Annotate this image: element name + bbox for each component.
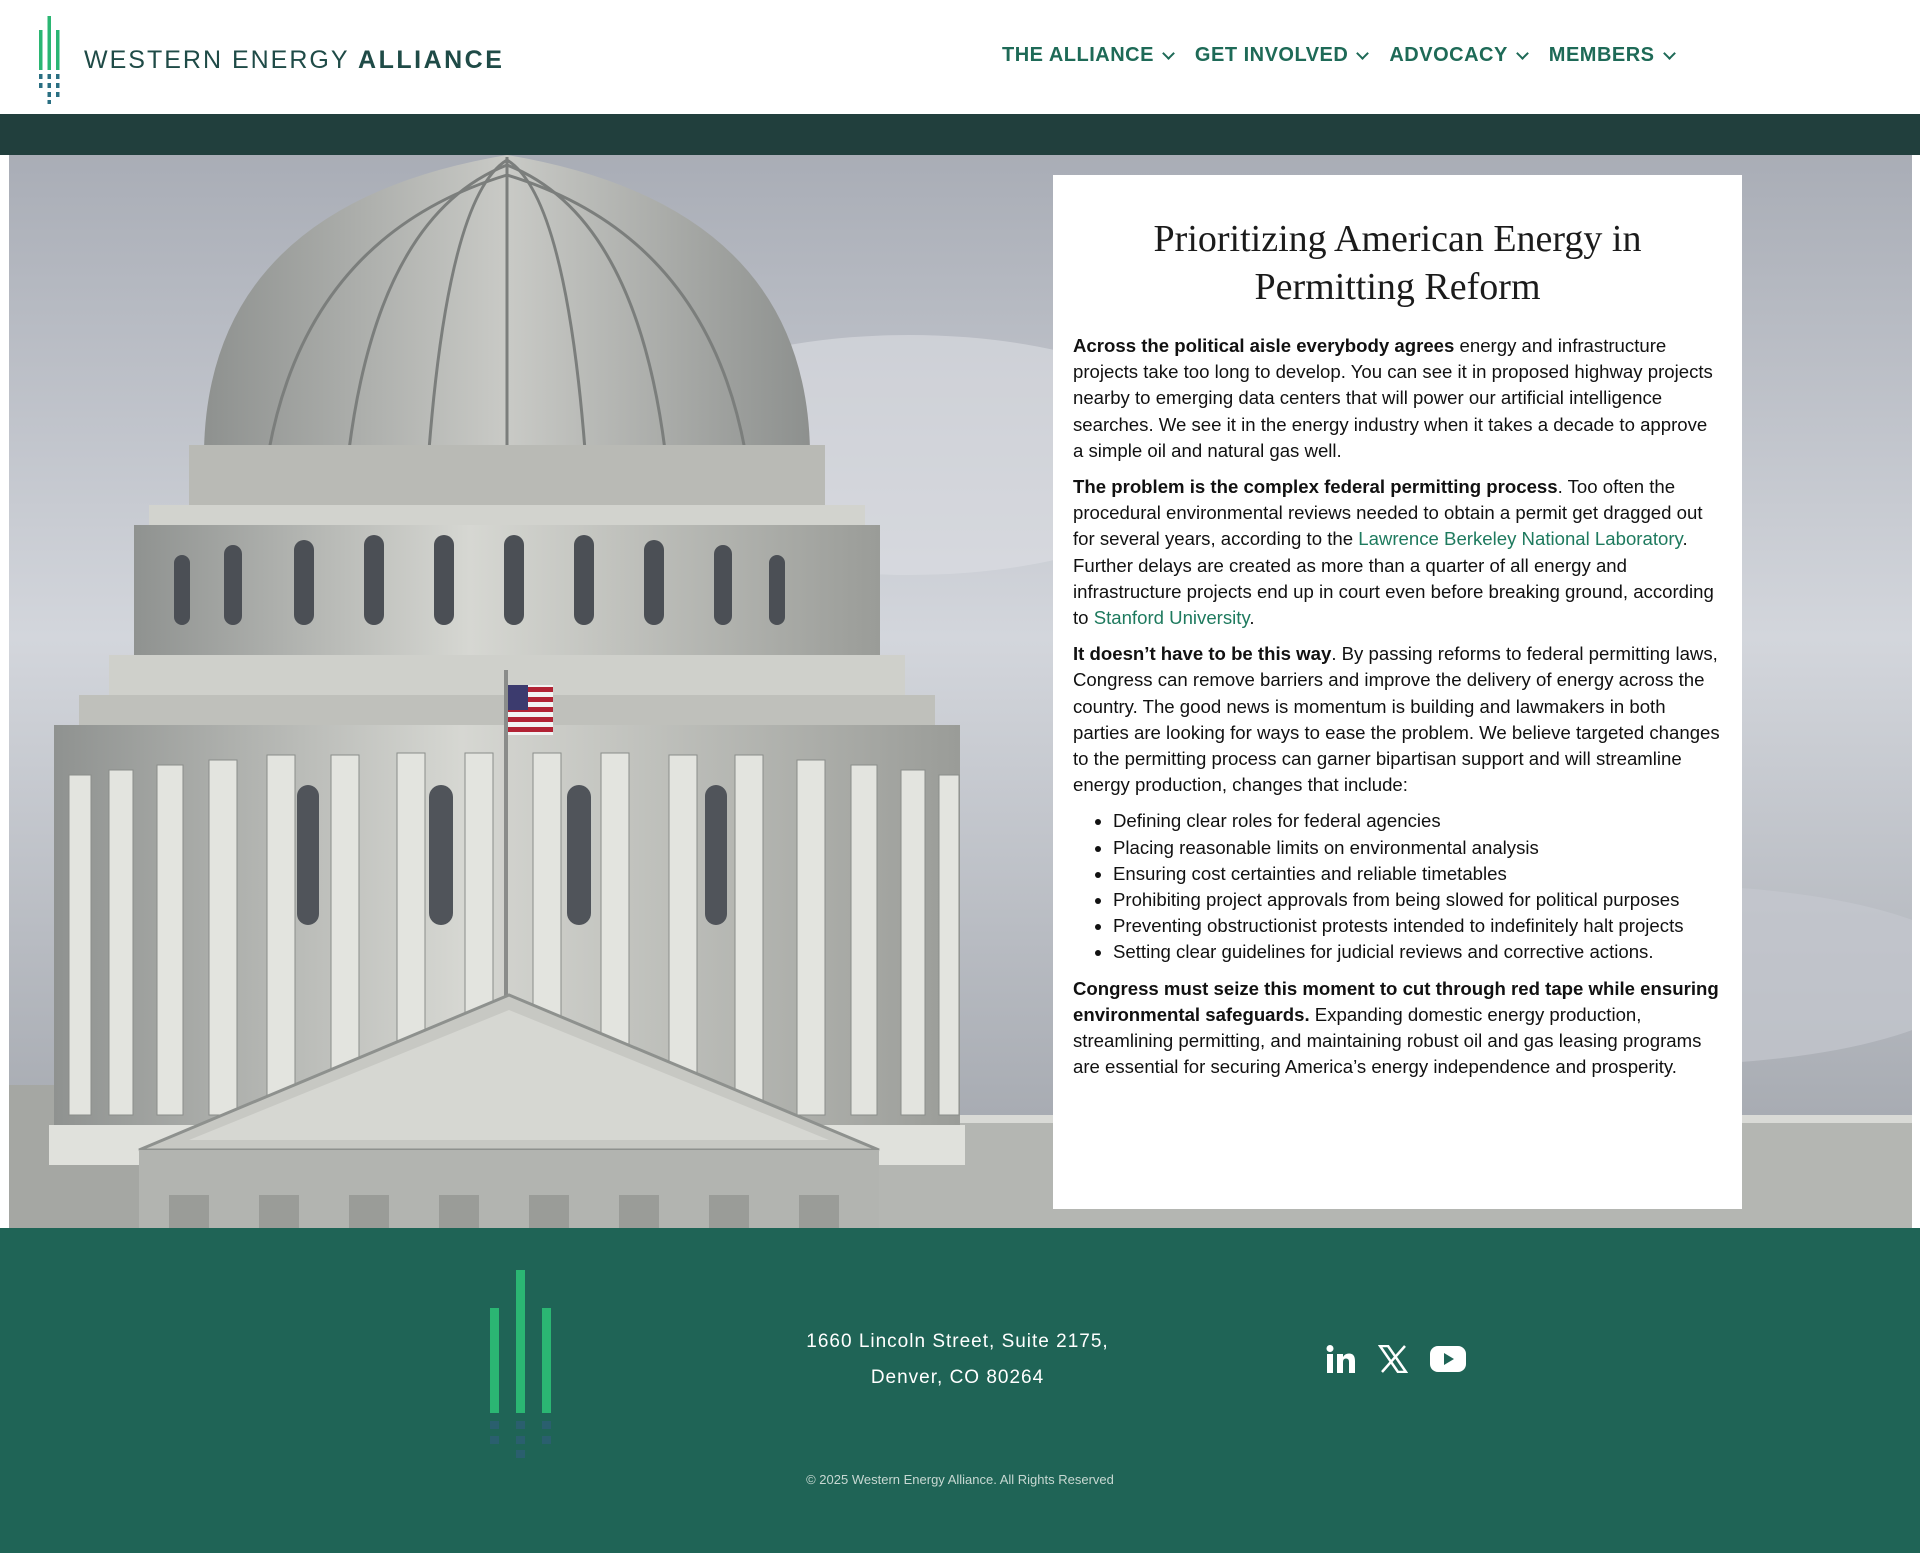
article-paragraph-2 [1073,474,1722,631]
site-logo[interactable] [38,14,505,106]
chevron-down-icon [1663,47,1676,60]
nav-members[interactable] [1549,44,1674,67]
site-header [0,0,1920,114]
header-band [0,114,1920,155]
paragraph-text: Expanding domestic energy production, streamlining permitting, and maintaining robust oil and gas leasing programs are essential for securing America’s energy independence and prosperity. [1073,1003,1702,1078]
nav-label: GET INVOLVED [1194,44,1349,66]
article-title: Prioritizing American Energy in Permitting Reform [1153,218,1642,308]
nav-the-alliance[interactable] [1002,44,1173,67]
linkedin-icon[interactable] [1326,1345,1356,1378]
logo-text-light: WESTERN ENERGY [84,45,359,74]
paragraph-text: . Further delays are created as more than a quarter of all energy and infrastructure projects end up in court even before breaking ground, according to [1073,528,1714,629]
article-paragraph-3 [1073,641,1722,798]
list-item: • Prohibiting project approvals from being slowed for political purposes [1113,887,1722,913]
link-lawrence-berkeley[interactable]: Lawrence Berkeley National Laboratory [1358,528,1683,550]
article-card [1053,175,1742,1209]
address-line-1: 1660 Lincoln Street, Suite 2175, [806,1331,1109,1352]
link-stanford-university[interactable]: Stanford University [1093,607,1250,629]
hero-capitol-image [9,155,1912,1228]
paragraph-lead: It doesn’t have to be this way [1073,643,1332,665]
list-item: • Ensuring cost certainties and reliable timetables [1113,861,1722,887]
x-icon[interactable] [1378,1345,1408,1378]
list-item: • Preventing obstructionist protests intended to indefinitely halt projects [1113,913,1722,939]
chevron-down-icon [1162,47,1175,60]
list-item: • Setting clear guidelines for judicial reviews and corrective actions. [1113,939,1722,965]
logo-wordmark [84,46,504,75]
nav-label: THE ALLIANCE [1002,44,1154,66]
paragraph-lead: Congress must seize this moment to cut through red tape while ensuring environmental safeguards. [1073,977,1719,1025]
footer-logo-mark-icon [488,1268,554,1458]
chevron-down-icon [1356,47,1369,60]
article-paragraph-4 [1073,976,1722,1081]
youtube-icon[interactable] [1430,1346,1466,1377]
reform-list [1113,808,1722,965]
nav-label: MEMBERS [1548,44,1655,66]
article-paragraph-1 [1073,333,1722,464]
list-item: • Placing reasonable limits on environmental analysis [1113,835,1722,861]
logo-text-bold: ALLIANCE [358,45,505,74]
copyright-text: © 2025 Western Energy Alliance. All Rights Reserved [806,1472,1114,1487]
paragraph-text: . By passing reforms to federal permitting laws, Congress can remove barriers and improve the delivery of energy across the country. The good news is momentum is building and lawmakers in both parties are looking for ways to ease the problem. We believe targeted changes to the permitting process can garner bipartisan support and will streamline energy production, changes that include: [1073,643,1720,796]
footer-address [760,1324,1155,1396]
paragraph-lead: Across the political aisle everybody agrees [1073,335,1455,356]
logo-mark-icon [38,14,70,106]
paragraph-text: . Too often the procedural environmental reviews needed to obtain a permit get dragged out for several years, according to the [1073,476,1703,550]
paragraph-text: . [1249,607,1255,629]
paragraph-lead: The problem is the complex federal permitting process [1073,476,1558,498]
list-item: • Defining clear roles for federal agencies [1113,808,1722,834]
address-line-2: Denver, CO 80264 [870,1367,1045,1388]
social-links [1326,1345,1466,1378]
nav-get-involved[interactable] [1195,44,1367,67]
paragraph-text: energy and infrastructure projects take too long to develop. You can see it in proposed highway projects nearby to emerging data centers that will power our artificial intelligence searches. We see it in the energy industry when it takes a decade to approve a simple oil and natural gas well. [1073,335,1713,461]
nav-label: ADVOCACY [1389,44,1508,66]
site-footer [0,1228,1920,1553]
nav-advocacy[interactable] [1389,44,1526,67]
main-nav [1002,44,1674,67]
chevron-down-icon [1516,47,1529,60]
